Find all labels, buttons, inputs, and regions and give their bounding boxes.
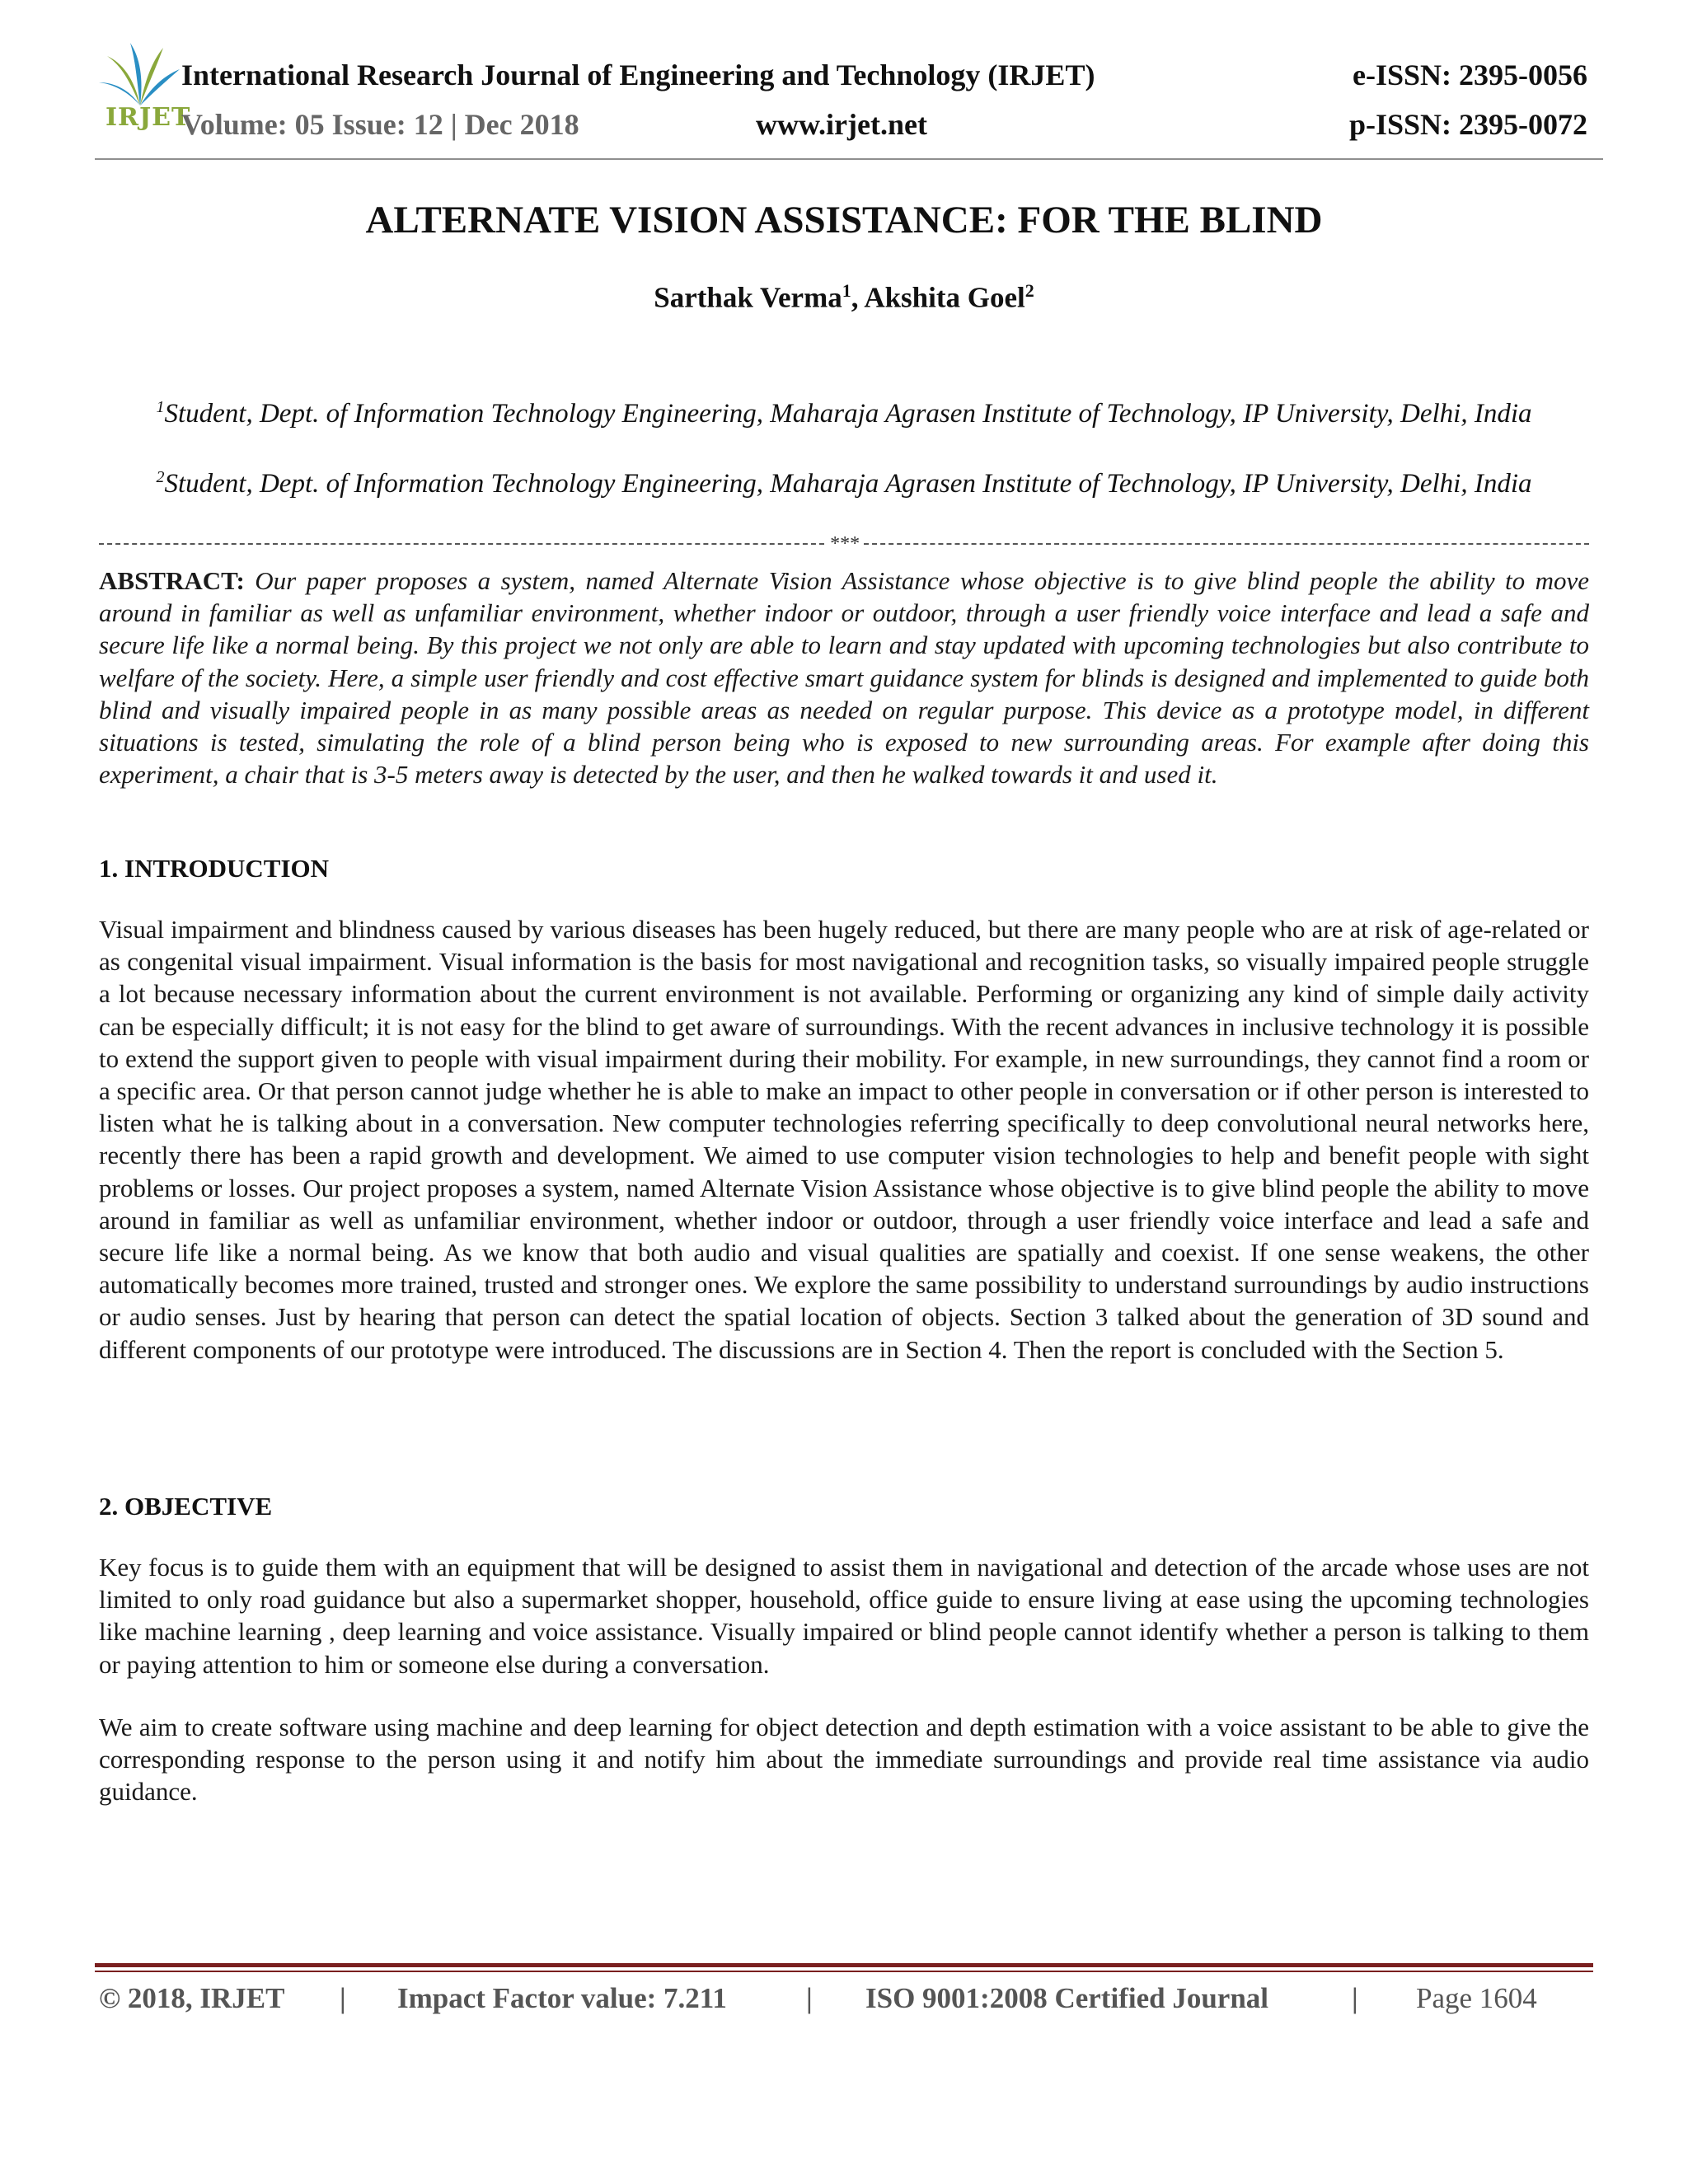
author-name: Akshita Goel (864, 281, 1025, 314)
header-divider (95, 158, 1603, 160)
footer-impact-factor: Impact Factor value: 7.211 (397, 1982, 727, 2014)
section-separator (99, 534, 1589, 554)
affiliation-superscript: 2 (156, 468, 165, 486)
separator-mark: *** (829, 534, 859, 554)
affiliation (107, 390, 1581, 431)
objective-paragraph: Key focus is to guide them with an equipment that will be designed to assist them in navigational and detection of the arcade whose uses are not limited to only road guidance but also a supermarket shopper, household, office guide to ensure living at ease using the upcoming technologies like machine learning , deep learning and voice assistance. Visually impaired or blind people cannot identify whether a person is talking to them or paying attention to him or someone else during a conversation. (99, 1553, 1589, 1679)
affiliation (107, 460, 1581, 501)
journal-website-link[interactable]: www.irjet.net (756, 108, 927, 141)
journal-name: International Research Journal of Engineering and Technology (IRJET) (181, 59, 1095, 91)
footer-divider (95, 1971, 1593, 1972)
footer-separator: | (1352, 1982, 1358, 2014)
author-list (0, 280, 1688, 315)
logo-text: IRJET (106, 103, 191, 132)
affiliation-text: Student, Dept. of Information Technology Engineering, Maharaja Agrasen Institute of Technology, IP University, Delhi, India (164, 399, 1532, 429)
footer-copyright: © 2018, IRJET (99, 1982, 285, 2014)
section-heading-objective: 2. OBJECTIVE (99, 1492, 273, 1521)
author-name: Sarthak Verma (654, 281, 842, 314)
affiliation-superscript: 1 (156, 398, 165, 416)
e-issn: e-ISSN: 2395-0056 (1353, 59, 1587, 91)
page-number: Page 1604 (1416, 1982, 1537, 2014)
footer-divider (95, 1963, 1593, 1967)
author-superscript: 1 (842, 280, 851, 301)
affiliation-text: Student, Dept. of Information Technology Engineering, Maharaja Agrasen Institute of Technology, IP University, Delhi, India (164, 469, 1532, 499)
volume-issue: Volume: 05 Issue: 12 | Dec 2018 (181, 108, 579, 141)
paper-title: ALTERNATE VISION ASSISTANCE: FOR THE BLIND (365, 199, 1323, 241)
section-heading-introduction: 1. INTRODUCTION (99, 854, 330, 883)
footer-iso: ISO 9001:2008 Certified Journal (865, 1982, 1269, 2014)
abstract (99, 565, 1589, 790)
author-superscript: 2 (1025, 280, 1034, 301)
p-issn: p-ISSN: 2395-0072 (1348, 108, 1587, 141)
abstract-text: Our paper proposes a system, named Alternate Vision Assistance whose objective is to give blind people the ability to move around in familiar as well as unfamiliar environment, whether indoor or outdoor, through a user friendly voice interface and lead a safe and secure life like a normal being. By this project we not only are able to learn and stay updated with upcoming technologies but also contribute to welfare of the society. Here, a simple user friendly and cost effective smart guidance system for blinds is designed and implemented to guide both blind and visually impaired people in as many possible areas as needed on regular purpose. This device as a prototype model, in different situations is tested, simulating the role of a blind person being who is exposed to new surrounding areas. For example after doing this experiment, a chair that is 3-5 meters away is detected by the user, and then he walked towards it and used it. (99, 566, 1589, 790)
footer-separator: | (806, 1982, 813, 2014)
abstract-label: ABSTRACT: (99, 566, 245, 595)
introduction-paragraph: Visual impairment and blindness caused by various diseases has been hugely reduced, but there are many people who are at risk of age-related or as congenital visual impairment. Visual information is the basis for most navigational and recognition tasks, so visually impaired people struggle a lot because necessary information about the current environment is not available. Performing or organizing any kind of simple daily activity can be especially difficult; it is not easy for the blind to get aware of surroundings. With the recent advances in inclusive technology it is possible to extend the support given to people with visual impairment during their mobility. For example, in new surroundings, they cannot find a room or a specific area. Or that person cannot judge whether he is able to make an impact to other people in conversation or if other person is interested to listen what he is talking about in a conversation. New computer technologies referring specifically to deep convolutional neural networks here, recently there has been a rapid growth and development. We aimed to use computer vision technologies to help and benefit people with sight problems or losses. Our project proposes a system, named Alternate Vision Assistance whose objective is to give blind people the ability to move around in familiar as well as unfamiliar environment, whether indoor or outdoor, through a user friendly voice interface and lead a safe and secure life like a normal being. As we know that both audio and visual qualities are spatially and coexist. If one sense weakens, the other automatically becomes more trained, trusted and stronger ones. We explore the same possibility to understand surroundings by audio instructions or audio senses. Just by hearing that person can detect the spatial location of objects. Section 3 talked about the generation of 3D sound and different components of our prototype were introduced. The discussions are in Section 4. Then the report is concluded with the Section 5. (99, 915, 1589, 1364)
footer-separator: | (340, 1982, 346, 2014)
objective-paragraph: We aim to create software using machine and deep learning for object detection and depth estimation with a voice assistant to be able to give the corresponding response to the person using it and notify him about the immediate surroundings and provide real time assistance via audio guidance. (99, 1713, 1589, 1807)
author-separator: , (851, 281, 865, 314)
